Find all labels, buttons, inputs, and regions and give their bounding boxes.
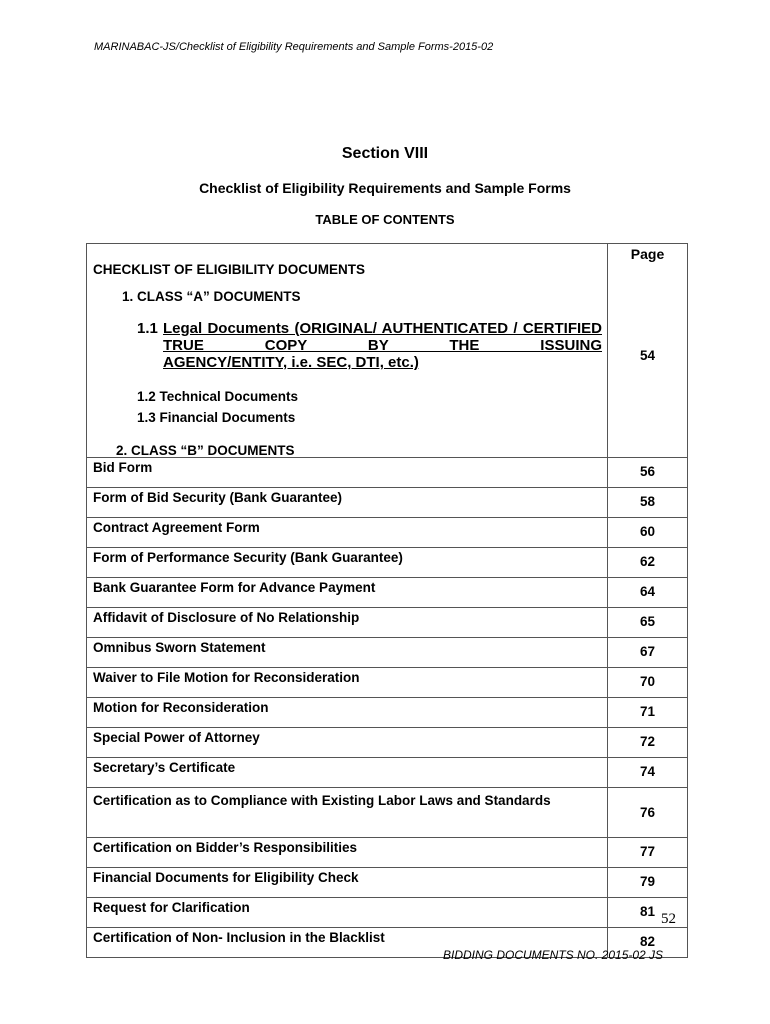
toc-entry-title: Form of Performance Security (Bank Guarantee) (87, 548, 608, 578)
toc-entry-title: Special Power of Attorney (87, 728, 608, 758)
toc-entry-page: 76 (608, 788, 688, 838)
toc-entry-title: Affidavit of Disclosure of No Relationship (87, 608, 608, 638)
toc-entry-page: 65 (608, 608, 688, 638)
toc-entry-title: Bid Form (87, 458, 608, 488)
running-footer: BIDDING DOCUMENTS NO. 2015-02 JS (443, 948, 664, 962)
financial-documents-item: 1.3 Financial Documents (137, 410, 296, 425)
toc-row (87, 518, 688, 548)
toc-table (86, 243, 688, 958)
legal-documents-text-b: AGENCY/ENTITY, i.e. SEC, DTI, etc.) (163, 354, 419, 371)
page-number: 52 (661, 911, 676, 927)
toc-row (87, 578, 688, 608)
legal-documents-page: 54 (639, 348, 656, 363)
toc-row (87, 868, 688, 898)
running-header: MARINABAC-JS/Checklist of Eligibility Requirements and Sample Forms-2015-02 (94, 41, 494, 53)
toc-row (87, 458, 688, 488)
toc-entry-page: 82 (608, 928, 688, 958)
section-subtitle: Checklist of Eligibility Requirements and Sample Forms (199, 180, 571, 196)
toc-row (87, 788, 688, 838)
technical-documents-item: 1.2 Technical Documents (137, 389, 299, 404)
toc-entry-title: Omnibus Sworn Statement (87, 638, 608, 668)
toc-entry-title: Bank Guarantee Form for Advance Payment (87, 578, 608, 608)
toc-entry-title: Certification as to Compliance with Existing Labor Laws and Standards (87, 788, 608, 838)
legal-documents-item (137, 320, 602, 371)
toc-row (87, 638, 688, 668)
toc-entry-title: Certification on Bidder’s Responsibilities (87, 838, 608, 868)
class-a-heading: 1. CLASS “A” DOCUMENTS (122, 289, 301, 304)
toc-title: TABLE OF CONTENTS (315, 212, 455, 227)
toc-entry-title: Form of Bid Security (Bank Guarantee) (87, 488, 608, 518)
toc-entry-page: 81 (608, 898, 688, 928)
class-b-heading: 2. CLASS “B” DOCUMENTS (116, 443, 295, 458)
toc-entry-title: Request for Clarification (87, 898, 608, 928)
toc-row (87, 698, 688, 728)
legal-documents-number: 1.1 (137, 320, 158, 337)
page-column-header: Page (630, 246, 665, 262)
toc-entry-page: 79 (608, 868, 688, 898)
toc-entry-page: 62 (608, 548, 688, 578)
toc-entry-page: 60 (608, 518, 688, 548)
toc-row (87, 838, 688, 868)
toc-entry-page: 72 (608, 728, 688, 758)
toc-entry-page: 64 (608, 578, 688, 608)
toc-entry-page: 74 (608, 758, 688, 788)
toc-entry-page: 56 (608, 458, 688, 488)
toc-row (87, 548, 688, 578)
toc-entry-title: Motion for Reconsideration (87, 698, 608, 728)
toc-row (87, 668, 688, 698)
legal-documents-text-a: Legal Documents (ORIGINAL/ AUTHENTICATED / CERTIFIED TRUE COPY BY THE ISSUING (163, 320, 602, 354)
toc-row (87, 728, 688, 758)
checklist-block (87, 244, 607, 457)
toc-row (87, 488, 688, 518)
toc-entry-title: Financial Documents for Eligibility Check (87, 868, 608, 898)
toc-entry-page: 67 (608, 638, 688, 668)
toc-entry-title: Waiver to File Motion for Reconsideration (87, 668, 608, 698)
toc-entry-page: 71 (608, 698, 688, 728)
toc-row (87, 898, 688, 928)
toc-entry-page: 77 (608, 838, 688, 868)
toc-entry-title: Certification of Non- Inclusion in the Blacklist (87, 928, 608, 958)
toc-top-row (87, 244, 688, 458)
toc-entry-title: Contract Agreement Form (87, 518, 608, 548)
section-title: Section VIII (341, 145, 429, 162)
toc-entry-page: 70 (608, 668, 688, 698)
toc-entry-title: Secretary’s Certificate (87, 758, 608, 788)
group-title: CHECKLIST OF ELIGIBILITY DOCUMENTS (93, 262, 366, 277)
toc-row (87, 758, 688, 788)
toc-row (87, 608, 688, 638)
toc-entry-page: 58 (608, 488, 688, 518)
